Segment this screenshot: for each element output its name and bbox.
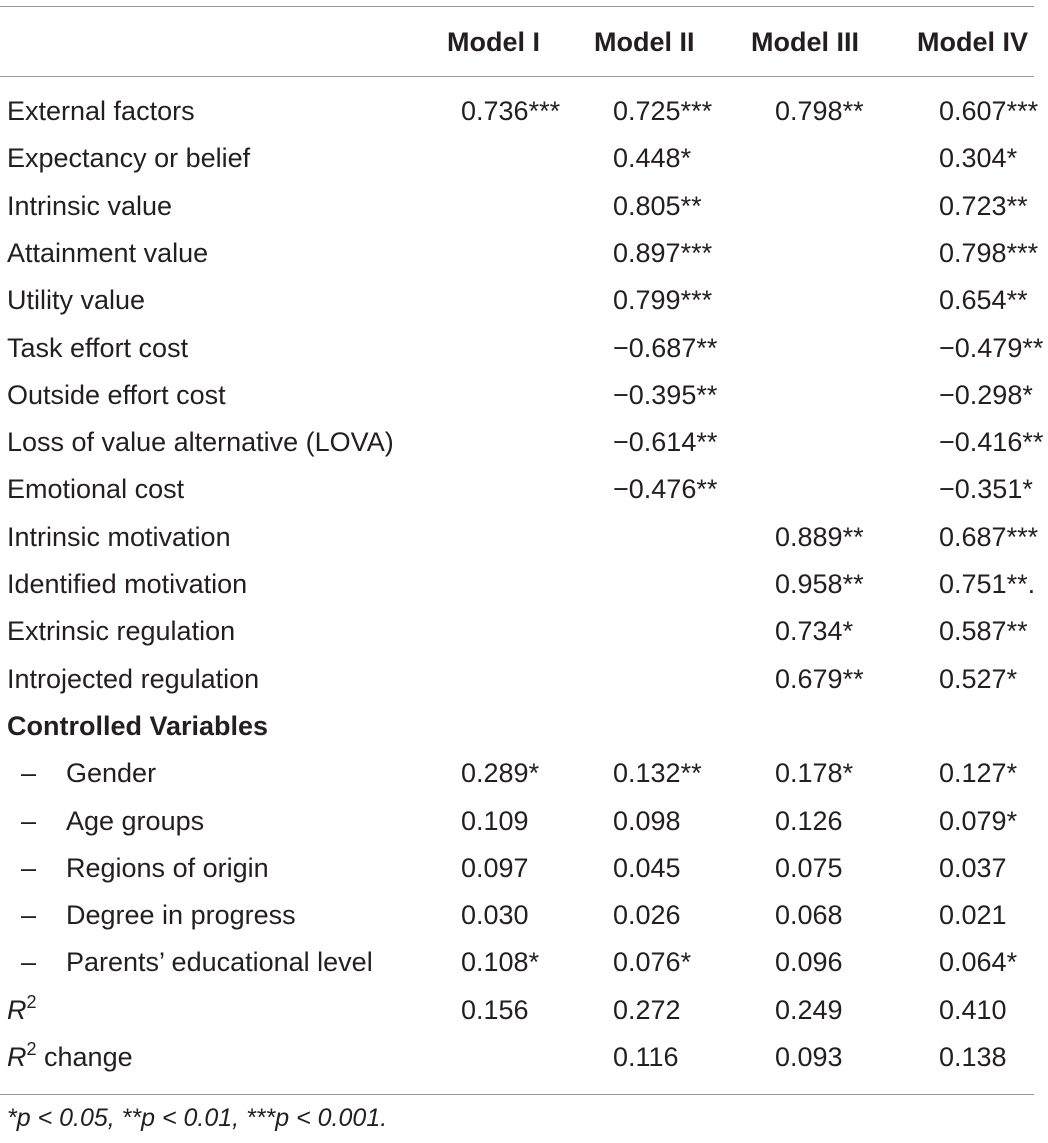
header-model-3: Model III: [751, 27, 859, 57]
cell-model-4: 0.654**: [939, 285, 1028, 316]
cell-model-2: 0.897***: [613, 237, 713, 268]
cell-model-2: 0.799***: [613, 285, 713, 316]
cell-model-4: −0.479**: [939, 332, 1044, 363]
cell-model-1: 0.097: [461, 852, 529, 883]
cell-model-4: 0.304*: [939, 143, 1018, 174]
cell-model-2: 0.098: [613, 805, 681, 836]
row-label: [7, 939, 373, 986]
table-row: [0, 230, 1048, 277]
cell-model-2: 0.805**: [613, 190, 702, 221]
table-row: [0, 750, 1048, 797]
cell-model-4: 0.138: [939, 1042, 1007, 1072]
row-label: Introjected regulation: [7, 663, 260, 694]
row-label: [7, 798, 204, 845]
table-row: [0, 845, 1048, 892]
table-row: [0, 608, 1048, 655]
row-label-text: Degree in progress: [66, 900, 296, 931]
row-label: Task effort cost: [7, 332, 189, 363]
row-label-text: Age groups: [66, 805, 205, 836]
cell-model-2: 0.045: [613, 852, 681, 883]
row-label: External factors: [7, 96, 195, 126]
cell-model-3: 0.679**: [775, 663, 864, 694]
cell-model-4: 0.037: [939, 852, 1007, 883]
cell-model-2: 0.076*: [613, 947, 692, 978]
cell-model-2: −0.614**: [613, 427, 718, 458]
cell-model-2: 0.026: [613, 900, 681, 931]
row-dash: –: [21, 758, 37, 789]
cell-model-2: −0.687**: [613, 332, 718, 363]
table-row: [0, 561, 1048, 608]
cell-model-3: 0.075: [775, 852, 843, 883]
header-model-2: Model II: [594, 27, 695, 57]
cell-model-4: 0.607***: [939, 96, 1039, 126]
cell-model-4: 0.127*: [939, 758, 1018, 789]
table-row: [0, 419, 1048, 466]
cell-model-4: 0.587**: [939, 616, 1028, 647]
header-model-1: Model I: [447, 27, 540, 57]
table-row: [0, 135, 1048, 182]
r-superscript: 2: [26, 991, 37, 1012]
cell-model-2: 0.725***: [613, 96, 713, 126]
table-header-row: [0, 17, 1048, 67]
cell-model-4: 0.064*: [939, 947, 1018, 978]
row-label: Intrinsic motivation: [7, 521, 231, 552]
cell-model-2: −0.395**: [613, 379, 718, 410]
row-label: Outside effort cost: [7, 379, 226, 410]
cell-model-4: 0.527*: [939, 663, 1018, 694]
row-label: Emotional cost: [7, 474, 185, 505]
row-label: Expectancy or belief: [7, 143, 251, 174]
row-dash: –: [21, 805, 37, 836]
cell-model-4: −0.351*: [939, 474, 1033, 505]
section-heading: Controlled Variables: [7, 710, 269, 741]
cell-model-3: 0.126: [775, 805, 843, 836]
cell-model-3: 0.093: [775, 1042, 843, 1072]
section-heading-row: [0, 703, 1048, 750]
table-row: [0, 514, 1048, 561]
cell-model-2: −0.476**: [613, 474, 718, 505]
row-label: Extrinsic regulation: [7, 616, 236, 647]
cell-model-4: 0.723**: [939, 190, 1028, 221]
header-model-4: Model IV: [917, 27, 1029, 57]
r-squared-change-row: [0, 1034, 1048, 1081]
table-row: [0, 798, 1048, 845]
cell-model-3: 0.178*: [775, 758, 854, 789]
table-row: [0, 372, 1048, 419]
cell-model-3: 0.889**: [775, 521, 864, 552]
row-label: Attainment value: [7, 237, 209, 268]
row-dash: –: [21, 852, 37, 883]
cell-model-4: 0.751**.: [939, 569, 1036, 599]
cell-model-4: −0.298*: [939, 379, 1033, 410]
cell-model-4: 0.798***: [939, 237, 1039, 268]
cell-model-3: 0.734*: [775, 616, 854, 647]
table-footnote: *p < 0.05, **p < 0.01, ***p < 0.001.: [7, 1104, 388, 1132]
cell-model-4: 0.410: [939, 994, 1007, 1025]
cell-model-2: 0.448*: [613, 143, 692, 174]
cell-model-4: −0.416**: [939, 427, 1044, 458]
table-row: [0, 277, 1048, 324]
cell-model-2: 0.132**: [613, 758, 702, 789]
row-label: [7, 987, 37, 1034]
r-superscript: 2: [26, 1039, 37, 1059]
cell-model-2: 0.272: [613, 994, 681, 1025]
row-dash: –: [21, 900, 37, 931]
cell-model-3: 0.249: [775, 994, 843, 1025]
cell-model-1: 0.108*: [461, 947, 540, 978]
r-symbol: R: [7, 994, 27, 1025]
row-label: Loss of value alternative (LOVA): [7, 427, 394, 458]
table-row: [0, 183, 1048, 230]
cell-model-3: 0.958**: [775, 569, 864, 599]
cell-model-3: 0.068: [775, 900, 843, 931]
row-label: [7, 892, 296, 939]
cell-model-3: 0.096: [775, 947, 843, 978]
table-row: [0, 892, 1048, 939]
row-label-text: Parents’ educational level: [66, 947, 373, 978]
cell-model-4: 0.687***: [939, 521, 1039, 552]
table-row: [0, 325, 1048, 372]
cell-model-1: 0.736***: [461, 96, 561, 126]
table-row: [0, 88, 1048, 135]
table-top-rule: [0, 6, 1034, 7]
row-label-suffix: change: [36, 1042, 133, 1072]
table-header-rule: [0, 76, 1034, 77]
cell-model-4: 0.079*: [939, 805, 1018, 836]
table-row: [0, 939, 1048, 986]
cell-model-1: 0.289*: [461, 758, 540, 789]
cell-model-2: 0.116: [613, 1042, 679, 1072]
cell-model-4: 0.021: [939, 900, 1007, 931]
row-label-text: Regions of origin: [66, 852, 269, 883]
cell-model-1: 0.030: [461, 900, 529, 931]
table-row: [0, 656, 1048, 703]
table-row: [0, 466, 1048, 513]
row-dash: –: [21, 947, 37, 978]
r-squared-row: [0, 987, 1048, 1034]
row-label: Intrinsic value: [7, 190, 173, 221]
cell-model-1: 0.109: [461, 805, 529, 836]
table-bottom-rule: [0, 1094, 1034, 1095]
row-label: [7, 1034, 133, 1081]
row-label: Identified motivation: [7, 569, 248, 599]
cell-model-1: 0.156: [461, 994, 529, 1025]
row-label: Utility value: [7, 285, 146, 316]
row-label: [7, 750, 156, 797]
cell-model-3: 0.798**: [775, 96, 864, 126]
row-label-text: Gender: [66, 758, 157, 789]
r-symbol: R: [7, 1042, 27, 1072]
row-label: [7, 845, 269, 892]
